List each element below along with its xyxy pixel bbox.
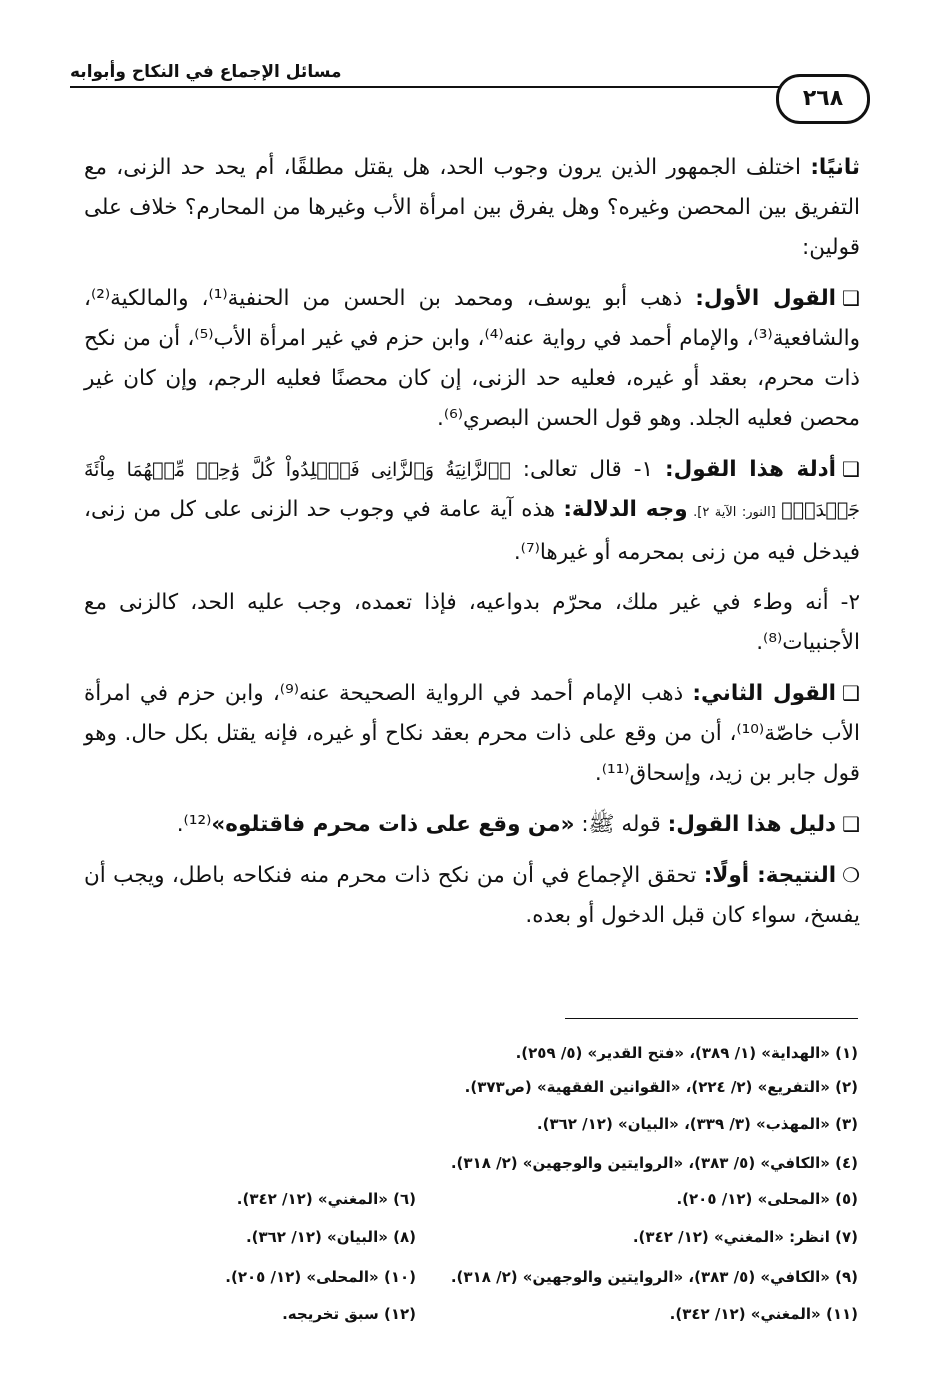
paragraph-text: ٢- أنه وطء في غير ملك، محرّم بدواعيه، فإذا تعمده، وجب عليه الحد، كالزنى مع الأجنبيات⁽⁸⁾.	[84, 590, 860, 655]
paragraph-second-evidence-hadith	[84, 804, 860, 845]
footnote-2: (٢) «التفريع» (٢/ ٢٢٤)، «القوانين الفقهية» (ص٣٧٣).	[464, 1078, 858, 1096]
running-title: مسائل الإجماع في النكاح وأبوابه	[70, 62, 342, 82]
paragraph-text: تحقق الإجماع في أن من نكح ذات محرم منه فنكاحه باطل، ويجب أن يفسخ، سواء كان قبل الدخول أو بعده.	[84, 863, 860, 928]
quran-verse: ﴿ٱلزَّانِيَةُ وَٱلزَّانِى فَٱجۡلِدُواْ كُلَّ وَٰحِدٖ مِّنۡهُمَا مِاْئَةَ جَلۡدَةٖ﴾	[84, 459, 861, 521]
paragraph-text-2: هذه آية عامة في وجوب حد الزنى على كل من زنى، فيدخل فيه من زنى بمحرمه أو غيرها⁽⁷⁾.	[84, 497, 860, 565]
paragraph-sublead: وجه الدلالة:	[563, 497, 688, 522]
footnote-5: (٥) «المحلى» (١٢/ ٢٠٥).	[676, 1190, 858, 1208]
paragraph-lead: النتيجة: أولًا:	[703, 863, 837, 888]
square-bullet-icon: ❑	[842, 286, 860, 310]
footnote-11: (١١) «المغني» (١٢/ ٣٤٢).	[669, 1305, 858, 1323]
square-bullet-icon: ❑	[842, 457, 860, 481]
paragraph-lead: القول الثاني:	[692, 681, 837, 706]
footnote-7: (٧) انظر: «المغني» (١٢/ ٣٤٢).	[632, 1228, 858, 1246]
paragraph-first-opinion	[84, 278, 860, 439]
paragraph-lead: ثانيًا:	[810, 155, 860, 180]
footnote-4: (٤) «الكافي» (٥/ ٣٨٣)، «الروايتين والوجهين» (٢/ ٣١٨).	[450, 1154, 858, 1172]
footnote-10: (١٠) «المحلى» (١٢/ ٢٠٥).	[225, 1268, 416, 1286]
paragraph-second-evidence	[84, 583, 860, 663]
paragraph-lead: القول الأول:	[695, 286, 837, 311]
paragraph-intro	[84, 148, 860, 268]
paragraph-lead: دليل هذا القول:	[667, 812, 837, 837]
paragraph-conclusion	[84, 855, 860, 936]
paragraph-first-evidence	[84, 449, 860, 573]
paragraph-text: ذهب الإمام أحمد في الرواية الصحيحة عنه⁽⁹⁾، وابن حزم في امرأة الأب خاصّة⁽¹⁰⁾، أن من وقع على ذات محرم بعقد نكاح أو غيره، فإنه يقتل بكل حال. وهو قول جابر بن زيد، وإسحاق⁽¹¹⁾.	[84, 681, 860, 786]
paragraph-text: ١- قال تعالى:	[510, 457, 665, 482]
footnote-12: (١٢) سبق تخريجه.	[282, 1305, 416, 1323]
circle-bullet-icon: ❍	[842, 863, 861, 887]
footnote-rule	[565, 1018, 858, 1019]
verse-reference: [النور: الآية ٢].	[687, 505, 782, 520]
hadith-quote: «من وقع على ذات محرم فاقتلوه»	[211, 812, 575, 837]
footnote-3: (٣) «المهذب» (٣/ ٣٣٩)، «البيان» (١٢/ ٣٦٢).	[536, 1115, 858, 1133]
paragraph-text: ذهب أبو يوسف، ومحمد بن الحسن من الحنفية⁽¹⁾، والمالكية⁽²⁾، والشافعية⁽³⁾، والإمام أحمد في رواية عنه⁽⁴⁾، وابن حزم في غير امرأة الأب⁽⁵⁾، أن من نكح ذات محرم، بعقد أو غيره، فعليه حد الزنى، إن كان محصنًا فعليه الرجم، وإن كان غير محصن فعليه الجلد. وهو قول الحسن البصري⁽⁶⁾.	[84, 286, 860, 431]
paragraph-text: قوله ﷺ:	[574, 812, 668, 837]
footnote-1: (١) «الهداية» (١/ ٣٨٩)، «فتح القدير» (٥/ ٢٥٩).	[515, 1044, 858, 1062]
footnote-9: (٩) «الكافي» (٥/ ٣٨٣)، «الروايتين والوجهين» (٢/ ٣١٨).	[450, 1268, 858, 1286]
paragraph-second-opinion	[84, 673, 860, 794]
page-number: ٢٦٨	[776, 74, 870, 124]
square-bullet-icon: ❑	[842, 681, 860, 705]
paragraph-lead: أدلة هذا القول:	[665, 457, 837, 482]
square-bullet-icon: ❑	[842, 812, 860, 836]
paragraph-text-2: ⁽¹²⁾.	[176, 812, 212, 837]
footnote-8: (٨) «البيان» (١٢/ ٣٦٢).	[245, 1228, 416, 1246]
page-header	[70, 60, 870, 130]
paragraph-text: اختلف الجمهور الذين يرون وجوب الحد، هل يقتل مطلقًا، أم يحد حد الزنى، مع التفريق بين المحصن وغيره؟ وهل يفرق بين امرأة الأب وغيرها من المحارم؟ خلاف على قولين:	[84, 155, 860, 260]
footnote-6: (٦) «المغني» (١٢/ ٣٤٢).	[236, 1190, 416, 1208]
main-text	[84, 148, 860, 946]
header-rule	[70, 86, 780, 88]
